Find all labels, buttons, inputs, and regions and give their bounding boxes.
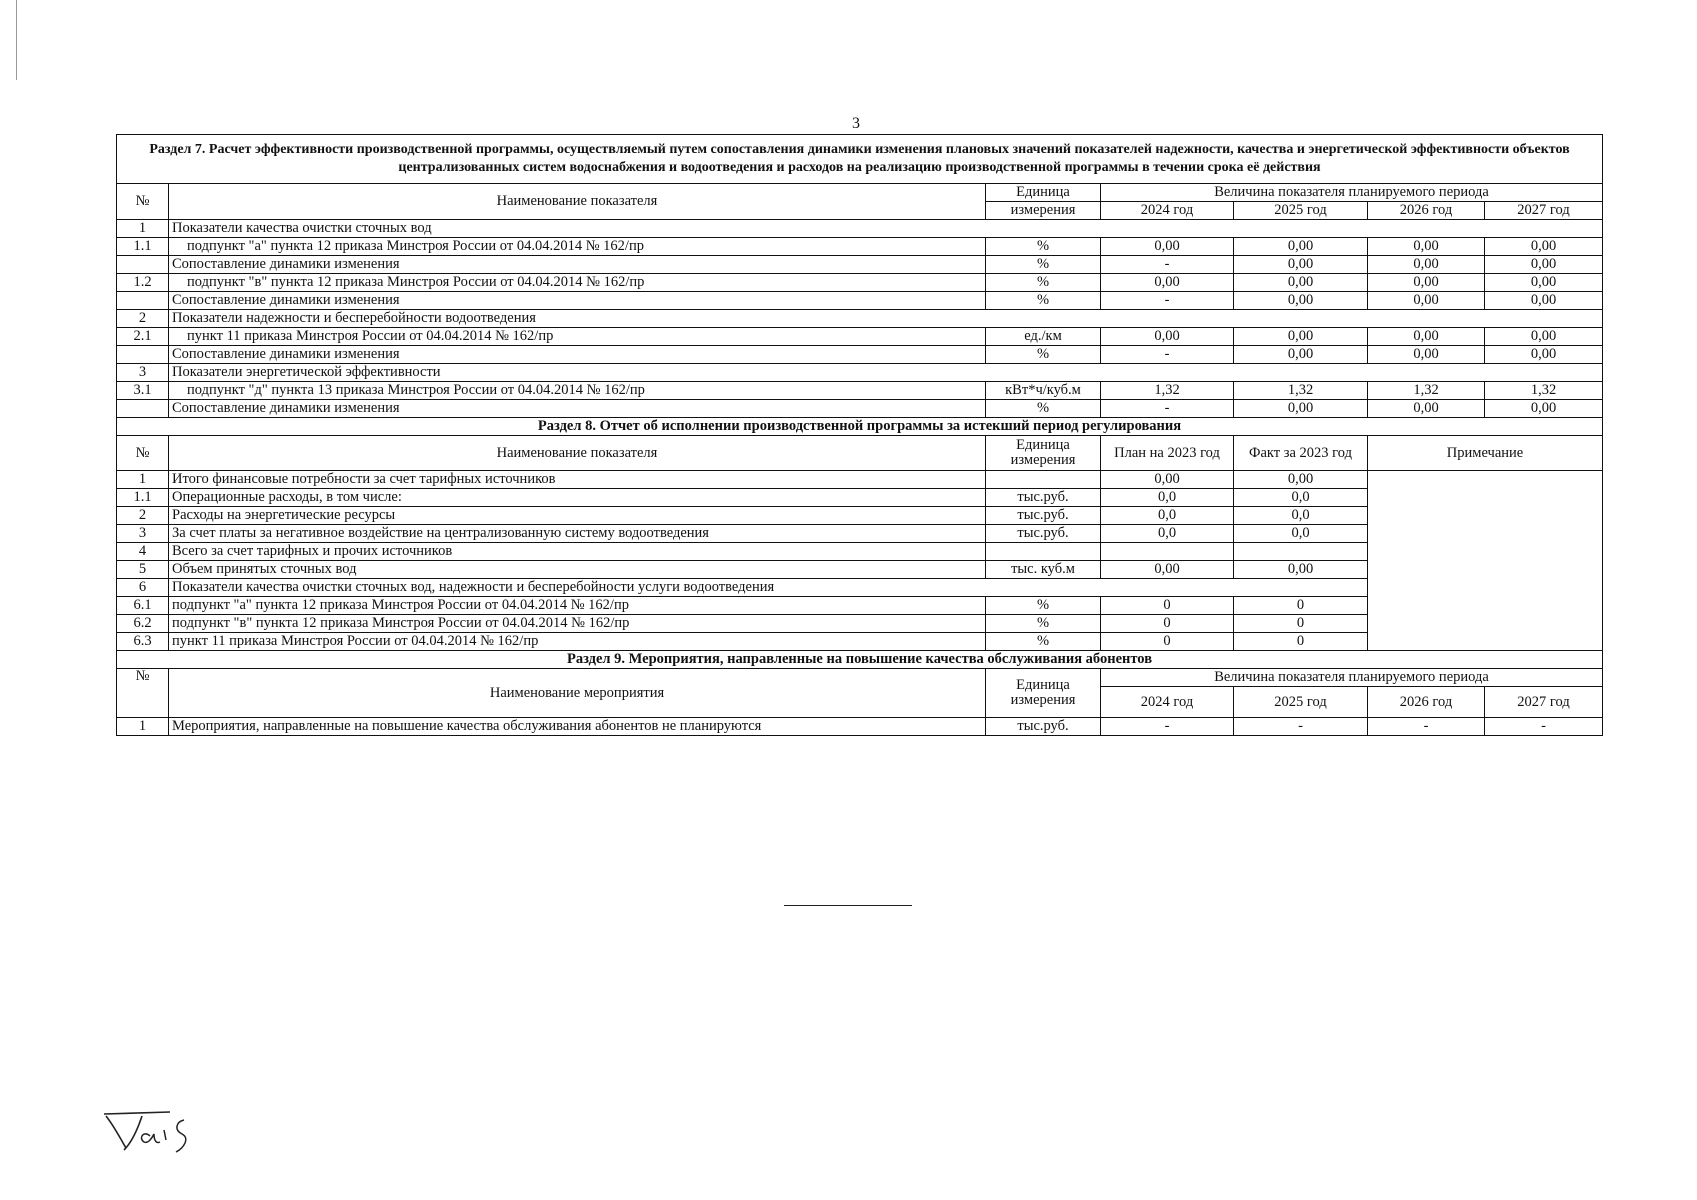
row-unit: % <box>986 615 1101 633</box>
row-num: 1 <box>117 220 169 238</box>
row-fact: 0,00 <box>1234 561 1368 579</box>
table-row <box>117 400 1603 418</box>
row-unit: % <box>986 238 1101 256</box>
row-unit <box>986 471 1101 489</box>
row-value: 0,00 <box>1234 328 1368 346</box>
s9-header-2026: 2026 год <box>1368 687 1485 718</box>
report-table <box>116 134 1603 736</box>
row-name: Сопоставление динамики изменения <box>169 400 986 418</box>
s7-header-2024: 2024 год <box>1101 202 1234 220</box>
row-num: 5 <box>117 561 169 579</box>
row-plan: 0,0 <box>1101 489 1234 507</box>
row-value: 0,00 <box>1368 346 1485 364</box>
row-value: 1,32 <box>1234 382 1368 400</box>
row-unit: тыс.руб. <box>986 718 1101 736</box>
s7-header-name: Наименование показателя <box>169 184 986 220</box>
row-value: 1,32 <box>1368 382 1485 400</box>
table-row <box>117 382 1603 400</box>
row-value: 0,00 <box>1368 238 1485 256</box>
section7 <box>117 135 1603 220</box>
s8-header-plan: План на 2023 год <box>1101 436 1234 471</box>
row-fact: 0,00 <box>1234 471 1368 489</box>
row-group-name: Показатели энергетической эффективности <box>169 364 1603 382</box>
row-unit: % <box>986 597 1101 615</box>
row-name: Всего за счет тарифных и прочих источников <box>169 543 986 561</box>
row-num: 1 <box>117 471 169 489</box>
row-name: Расходы на энергетические ресурсы <box>169 507 986 525</box>
row-unit <box>986 543 1101 561</box>
row-value: 0,00 <box>1485 328 1603 346</box>
row-value: 0,00 <box>1234 346 1368 364</box>
row-name: подпункт "а" пункта 12 приказа Минстроя России от 04.04.2014 № 162/пр <box>169 597 986 615</box>
row-num: 2.1 <box>117 328 169 346</box>
row-group-name: Показатели качества очистки сточных вод <box>169 220 1603 238</box>
table-row <box>117 220 1603 238</box>
row-num <box>117 346 169 364</box>
table-row <box>117 292 1603 310</box>
s8-header-unit-1: Единица <box>1016 437 1070 453</box>
row-value: 0,00 <box>1234 256 1368 274</box>
row-name: Сопоставление динамики изменения <box>169 346 986 364</box>
row-value: - <box>1101 256 1234 274</box>
table-row <box>117 718 1603 736</box>
s7-header-num: № <box>117 184 169 220</box>
s7-header-2027: 2027 год <box>1485 202 1603 220</box>
row-value: 0,00 <box>1485 292 1603 310</box>
row-plan <box>1101 543 1234 561</box>
section7-title: Раздел 7. Расчет эффективности производственной программы, осуществляемый путем сопоставления динамики изменения плановых значений показателей надежности, качества и энергетической эффективности объектов централизованных систем водоснабжения и водоотведения и расходов на реализацию производственной программы в течении срока её действия <box>117 135 1603 184</box>
row-unit: кВт*ч/куб.м <box>986 382 1101 400</box>
row-value: 0,00 <box>1368 400 1485 418</box>
section8-rows <box>117 471 1603 651</box>
s7-header-2025: 2025 год <box>1234 202 1368 220</box>
table-row <box>117 328 1603 346</box>
table-row <box>117 346 1603 364</box>
row-num <box>117 292 169 310</box>
row-name: Сопоставление динамики изменения <box>169 292 986 310</box>
row-fact: 0 <box>1234 597 1368 615</box>
row-num: 6.3 <box>117 633 169 651</box>
row-unit: ед./км <box>986 328 1101 346</box>
table-row <box>117 274 1603 292</box>
note-cell <box>1368 471 1603 651</box>
row-name: подпункт "а" пункта 12 приказа Минстроя России от 04.04.2014 № 162/пр <box>169 238 986 256</box>
section8 <box>117 418 1603 471</box>
row-num: 2 <box>117 310 169 328</box>
row-name: Итого финансовые потребности за счет тарифных источников <box>169 471 986 489</box>
s8-header-name: Наименование показателя <box>169 436 986 471</box>
row-unit: тыс.руб. <box>986 507 1101 525</box>
s9-header-num: № <box>117 669 169 718</box>
document-body <box>116 134 1602 736</box>
row-num: 1 <box>117 718 169 736</box>
row-fact <box>1234 543 1368 561</box>
row-value: 0,00 <box>1485 256 1603 274</box>
row-value: 1,32 <box>1101 382 1234 400</box>
s9-header-2024: 2024 год <box>1101 687 1234 718</box>
section9 <box>117 651 1603 718</box>
row-num: 6 <box>117 579 169 597</box>
row-unit: % <box>986 256 1101 274</box>
row-plan: 0,0 <box>1101 525 1234 543</box>
row-value: 0,00 <box>1485 238 1603 256</box>
row-value: 0,00 <box>1368 328 1485 346</box>
row-value: 0,00 <box>1368 256 1485 274</box>
row-plan: 0 <box>1101 633 1234 651</box>
row-value: 0,00 <box>1368 292 1485 310</box>
row-unit: % <box>986 292 1101 310</box>
row-num: 3.1 <box>117 382 169 400</box>
s7-header-unit-1: Единица <box>986 184 1101 202</box>
section9-title: Раздел 9. Мероприятия, направленные на повышение качества обслуживания абонентов <box>117 651 1603 669</box>
row-value: 0,00 <box>1101 238 1234 256</box>
row-fact: 0,0 <box>1234 507 1368 525</box>
section9-rows <box>117 718 1603 736</box>
row-fact: 0,0 <box>1234 525 1368 543</box>
row-name: Мероприятия, направленные на повышение качества обслуживания абонентов не планируются <box>169 718 986 736</box>
s9-header-2027: 2027 год <box>1485 687 1603 718</box>
s9-header-2025: 2025 год <box>1234 687 1368 718</box>
row-num <box>117 400 169 418</box>
row-name: Сопоставление динамики изменения <box>169 256 986 274</box>
row-value: 0,00 <box>1101 328 1234 346</box>
row-name: пункт 11 приказа Минстроя России от 04.04.2014 № 162/пр <box>169 633 986 651</box>
s8-header-num: № <box>117 436 169 471</box>
table-row <box>117 471 1603 489</box>
page-number: 3 <box>852 115 860 132</box>
row-num: 2 <box>117 507 169 525</box>
row-value: - <box>1368 718 1485 736</box>
row-unit: тыс. куб.м <box>986 561 1101 579</box>
s7-header-period: Величина показателя планируемого периода <box>1101 184 1603 202</box>
row-value: - <box>1101 292 1234 310</box>
table-row <box>117 238 1603 256</box>
row-plan: 0,00 <box>1101 561 1234 579</box>
s7-header-unit-2: измерения <box>986 202 1101 220</box>
row-name: Объем принятых сточных вод <box>169 561 986 579</box>
row-value: 0,00 <box>1485 346 1603 364</box>
row-name: подпункт "в" пункта 12 приказа Минстроя России от 04.04.2014 № 162/пр <box>169 615 986 633</box>
row-plan: 0,00 <box>1101 471 1234 489</box>
row-unit: % <box>986 274 1101 292</box>
row-name: подпункт "в" пункта 12 приказа Минстроя России от 04.04.2014 № 162/пр <box>169 274 986 292</box>
row-value: - <box>1485 718 1603 736</box>
table-row <box>117 364 1603 382</box>
row-value: 0,00 <box>1234 292 1368 310</box>
row-name: пункт 11 приказа Минстроя России от 04.04.2014 № 162/пр <box>169 328 986 346</box>
row-num: 1.1 <box>117 489 169 507</box>
row-name: Операционные расходы, в том числе: <box>169 489 986 507</box>
row-unit: % <box>986 633 1101 651</box>
row-value: - <box>1234 718 1368 736</box>
section8-title: Раздел 8. Отчет об исполнении производственной программы за истекший период регулирования <box>117 418 1603 436</box>
row-num: 3 <box>117 364 169 382</box>
row-plan: 0 <box>1101 597 1234 615</box>
scan-edge-line <box>16 0 17 80</box>
footer-rule <box>784 905 912 906</box>
row-num: 1.1 <box>117 238 169 256</box>
row-num <box>117 256 169 274</box>
row-value: 1,32 <box>1485 382 1603 400</box>
row-name: подпункт "д" пункта 13 приказа Минстроя России от 04.04.2014 № 162/пр <box>169 382 986 400</box>
row-fact: 0,0 <box>1234 489 1368 507</box>
table-row <box>117 256 1603 274</box>
s8-header-unit <box>986 436 1101 471</box>
s8-header-fact: Факт за 2023 год <box>1234 436 1368 471</box>
s9-header-period: Величина показателя планируемого периода <box>1101 669 1603 687</box>
s8-header-note: Примечание <box>1368 436 1603 471</box>
row-fact: 0 <box>1234 633 1368 651</box>
s9-header-unit <box>986 669 1101 718</box>
row-num: 3 <box>117 525 169 543</box>
row-unit: % <box>986 346 1101 364</box>
row-num: 1.2 <box>117 274 169 292</box>
row-value: 0,00 <box>1485 400 1603 418</box>
s9-header-unit-2: измерения <box>1010 692 1076 708</box>
row-unit: % <box>986 400 1101 418</box>
row-num: 6.1 <box>117 597 169 615</box>
s8-header-unit-2: измерения <box>1010 452 1076 468</box>
row-value: 0,00 <box>1485 274 1603 292</box>
s9-header-unit-1: Единица <box>1016 677 1070 693</box>
section7-rows <box>117 220 1603 418</box>
row-name: За счет платы за негативное воздействие на централизованную систему водоотведения <box>169 525 986 543</box>
row-plan: 0,0 <box>1101 507 1234 525</box>
row-group-name: Показатели качества очистки сточных вод, надежности и бесперебойности услуги водоотведения <box>169 579 1368 597</box>
row-plan: 0 <box>1101 615 1234 633</box>
row-group-name: Показатели надежности и бесперебойности водоотведения <box>169 310 1603 328</box>
row-value: 0,00 <box>1101 274 1234 292</box>
table-row <box>117 310 1603 328</box>
row-value: 0,00 <box>1234 400 1368 418</box>
row-num: 6.2 <box>117 615 169 633</box>
row-value: - <box>1101 346 1234 364</box>
row-value: 0,00 <box>1368 274 1485 292</box>
row-num: 4 <box>117 543 169 561</box>
row-unit: тыс.руб. <box>986 525 1101 543</box>
s9-header-name: Наименование мероприятия <box>169 669 986 718</box>
row-value: 0,00 <box>1234 238 1368 256</box>
signature-mark <box>100 1108 200 1163</box>
row-value: - <box>1101 400 1234 418</box>
s7-header-2026: 2026 год <box>1368 202 1485 220</box>
row-value: 0,00 <box>1234 274 1368 292</box>
row-fact: 0 <box>1234 615 1368 633</box>
row-unit: тыс.руб. <box>986 489 1101 507</box>
row-value: - <box>1101 718 1234 736</box>
